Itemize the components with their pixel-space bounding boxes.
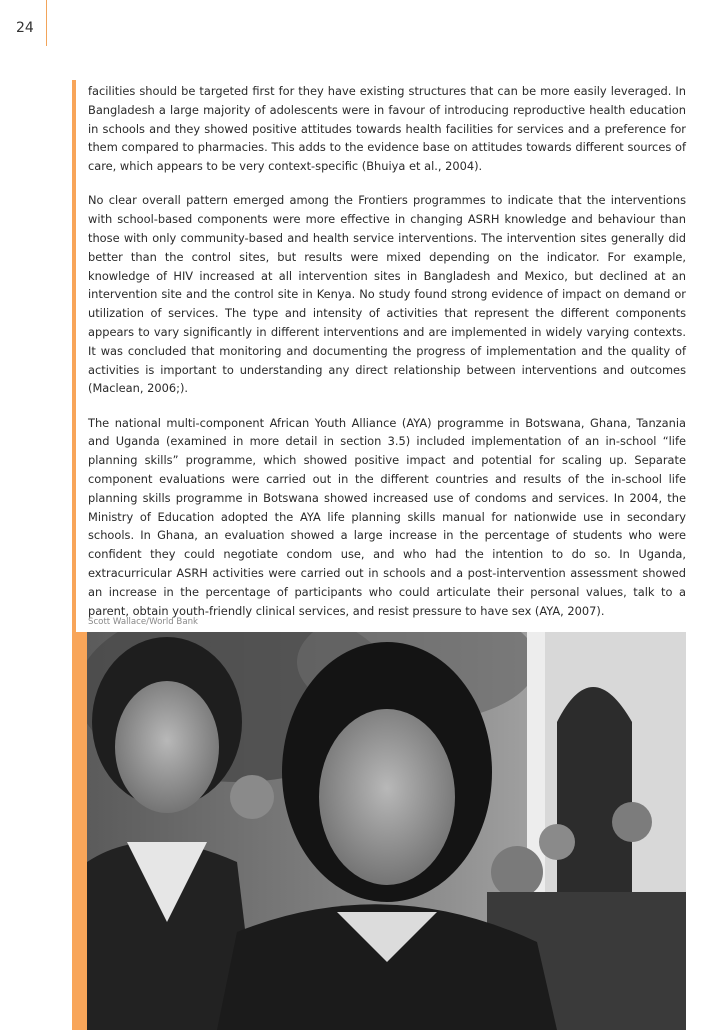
body-text [88,82,686,636]
page-number: 24 [16,20,34,36]
paragraph-1: facilities should be targeted first for they have existing structures that can be more easily leveraged. In Bangladesh a large majority of adolescents were in favour of introducing reproductive health education in schools and they showed positive attitudes towards health facilities for services and a preference for them compared to pharmacies. This adds to the evidence base on attitudes towards different sources of care, which appears to be very context-specific (Bhuiya et al., 2004). [88,84,686,174]
photo-credit: Scott Wallace/World Bank [88,617,199,627]
paragraph-3: The national multi-component African Youth Alliance (AYA) programme in Botswana, Ghana, Tanzania and Uganda (examined in more detail in section 3.5) included implementation of an in-school “life planning skills” programme, which showed positive impact and potential for scaling up. Separate component evaluations were carried out in the different countries and results of the in-school life planning skills programme in Botswana showed increased use of condoms and services. In 2004, the Ministry of Education adopted the AYA life planning skills manual for nationwide use in secondary schools. In Ghana, an evaluation showed a large increase in the percentage of students who were confident they could negotiate condom use, and who had the intention to do so. In Uganda, extracurricular ASRH activities were carried out in schools and a post-intervention assessment showed an increase in the percentage of participants who could articulate their personal values, talk to a parent, obtain youth-friendly clinical services, and resist pressure to have sex (AYA, 2007). [88,415,686,618]
photo-illustration [87,632,686,1030]
header-divider [46,0,47,46]
photo-students [87,632,686,1030]
left-accent-bar-lower [72,632,87,1030]
paragraph-2: No clear overall pattern emerged among the Frontiers programmes to indicate that the interventions with school-based components were more effective in changing ASRH knowledge and behaviour than those with only community-based and health service interventions. The intervention sites generally did better than the control sites, but results were mixed depending on the indicator. For example, knowledge of HIV increased at all intervention sites in Bangladesh and Mexico, but declined at an intervention site and the control site in Kenya. No study found strong evidence of impact on demand or utilization of services. The type and intensity of activities that represent the different components appears to vary significantly in different interventions and are implemented in widely varying contexts. It was concluded that monitoring and documenting the progress of implementation and the quality of activities is important to understanding any direct relationship between interventions and outcomes (Maclean, 2006;). [88,193,686,396]
